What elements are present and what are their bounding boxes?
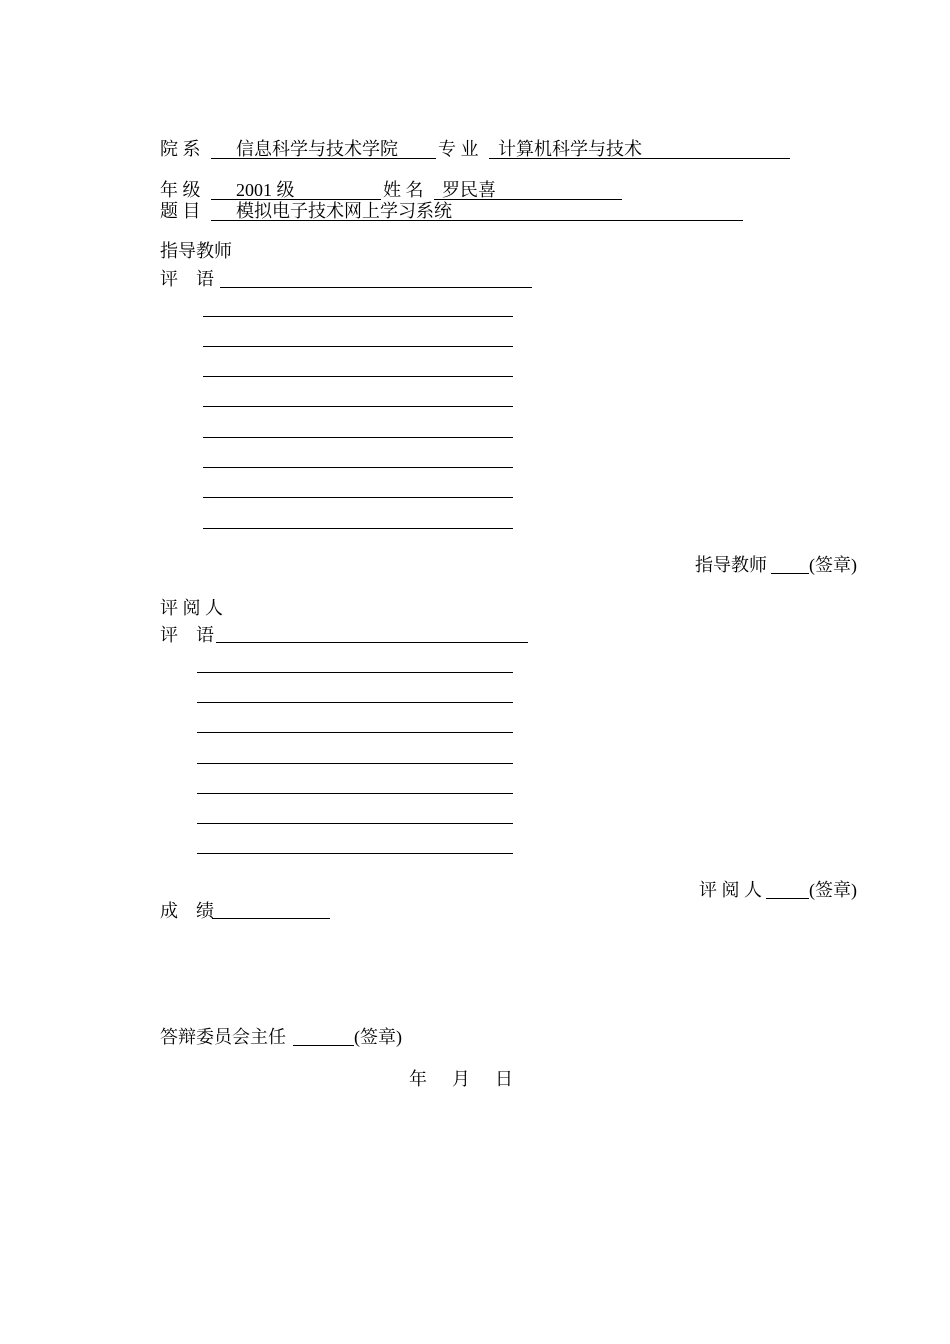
reviewer-sign-label: 评 阅 人 bbox=[699, 880, 762, 900]
final-grade-label: 成 绩 bbox=[160, 901, 214, 921]
reviewer-comment-line bbox=[216, 642, 528, 643]
reviewer-comment-label: 评 语 bbox=[160, 625, 214, 645]
advisor-heading: 指导教师 bbox=[160, 241, 232, 261]
dept-value: 信息科学与技术学院 bbox=[236, 139, 398, 159]
grade-year-value: 2001 级 bbox=[236, 180, 295, 200]
date-year: 年 bbox=[409, 1069, 427, 1089]
final-grade-underline bbox=[212, 918, 330, 919]
reviewer-comment-line bbox=[197, 793, 513, 794]
reviewer-comment-line bbox=[197, 853, 513, 854]
advisor-comment-line bbox=[203, 437, 513, 438]
date-day: 日 bbox=[495, 1069, 513, 1089]
advisor-sign-label: 指导教师 bbox=[695, 555, 767, 575]
reviewer-comment-line bbox=[197, 702, 513, 703]
advisor-sign-underline bbox=[771, 573, 809, 574]
student-name-value: 罗民喜 bbox=[442, 180, 496, 200]
reviewer-comment-line bbox=[197, 763, 513, 764]
advisor-comment-line bbox=[203, 346, 513, 347]
advisor-comment-line bbox=[203, 497, 513, 498]
major-label: 专 业 bbox=[438, 139, 479, 159]
student-name-label: 姓 名 bbox=[383, 180, 424, 200]
committee-sign-underline bbox=[293, 1045, 354, 1046]
advisor-sign-suffix: (签章) bbox=[809, 555, 857, 575]
topic-value: 模拟电子技术网上学习系统 bbox=[236, 201, 452, 221]
reviewer-sign-suffix: (签章) bbox=[809, 880, 857, 900]
committee-chair-label: 答辩委员会主任 bbox=[160, 1027, 286, 1047]
topic-label: 题 目 bbox=[160, 201, 201, 221]
advisor-comment-line bbox=[203, 467, 513, 468]
dept-label: 院 系 bbox=[160, 139, 201, 159]
committee-sign-suffix: (签章) bbox=[354, 1027, 402, 1047]
grade-year-label: 年 级 bbox=[160, 180, 201, 200]
reviewer-comment-line bbox=[197, 672, 513, 673]
reviewer-comment-line bbox=[197, 732, 513, 733]
advisor-comment-label: 评 语 bbox=[160, 269, 214, 289]
advisor-comment-line bbox=[203, 406, 513, 407]
reviewer-comment-line bbox=[197, 823, 513, 824]
advisor-comment-line bbox=[203, 376, 513, 377]
reviewer-sign-underline bbox=[766, 898, 809, 899]
reviewer-heading: 评 阅 人 bbox=[160, 598, 223, 618]
advisor-comment-line bbox=[220, 287, 532, 288]
advisor-comment-line bbox=[203, 528, 513, 529]
major-value: 计算机科学与技术 bbox=[498, 139, 642, 159]
date-month: 月 bbox=[452, 1069, 470, 1089]
advisor-comment-line bbox=[203, 316, 513, 317]
